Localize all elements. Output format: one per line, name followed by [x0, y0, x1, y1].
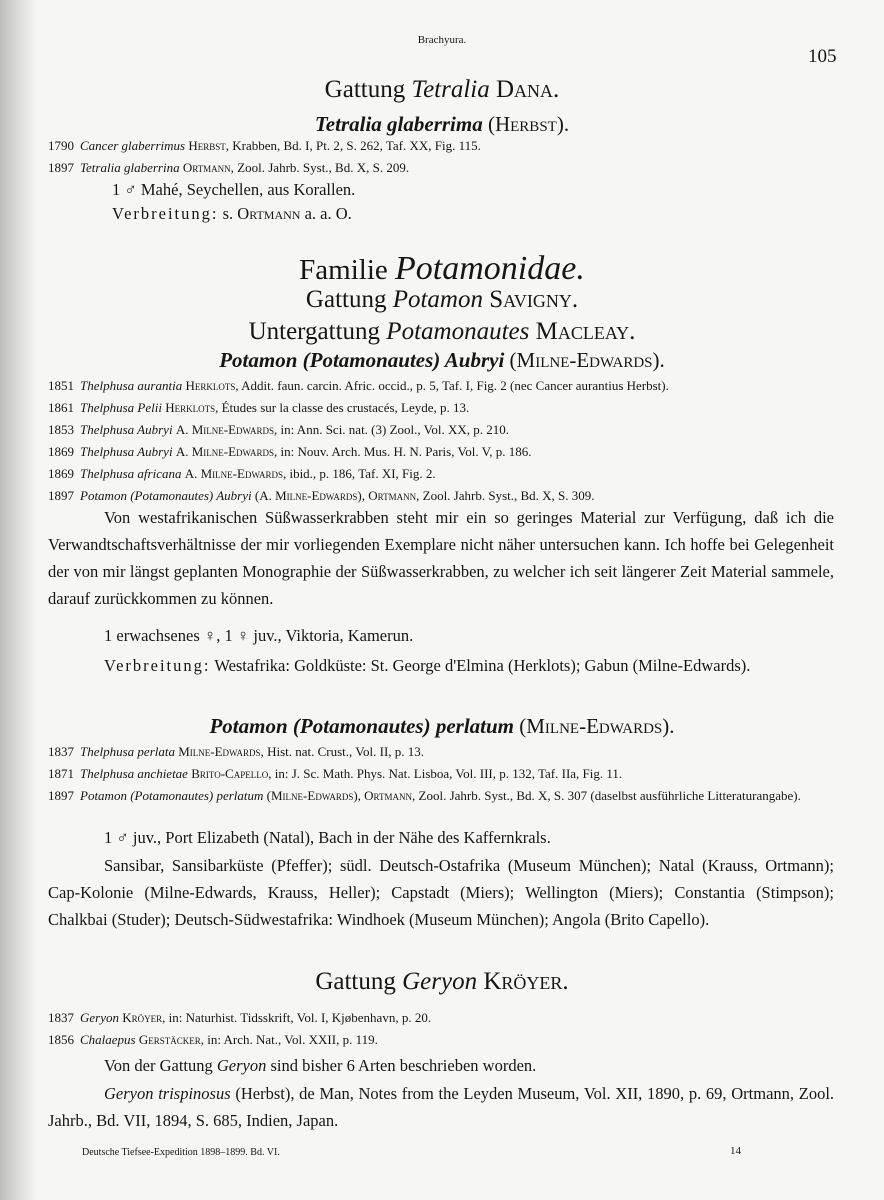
distribution: Verbreitung: Westafrika: Goldküste: St. George d'Elmina (Herklots); Gabun (Milne-Edwards). — [104, 656, 751, 675]
synonym-entry: 1790 Cancer glaberrimus Herbst, Krabben, Bd. I, Pt. 2, S. 262, Taf. XX, Fig. 115. — [48, 138, 481, 153]
distribution: Verbreitung: s. Ortmann a. a. O. — [112, 204, 352, 223]
family-heading: Familie Potamonidae. — [299, 250, 585, 287]
genus-heading-tetralia: Gattung Tetralia Dana. — [324, 76, 560, 103]
running-header: Brachyura. — [417, 34, 467, 46]
subgenus-heading: Untergattung Potamonautes Macleay. — [248, 318, 636, 345]
page-number: 105 — [808, 46, 837, 67]
synonym-entry: 1869 Thelphusa africana A. Milne-Edwards, ibid., p. 186, Taf. XI, Fig. 2. — [48, 466, 436, 481]
synonym-entry: 1869 Thelphusa Aubryi A. Milne-Edwards, in: Nouv. Arch. Mus. H. N. Paris, Vol. V, p. 186. — [48, 444, 532, 459]
material-examined: 1 ♂ Mahé, Seychellen, aus Korallen. — [112, 180, 356, 199]
page-spine-shadow — [0, 0, 38, 1200]
synonym-entry: 1851 Thelphusa aurantia Herklots, Addit. faun. carcin. Afric. occid., p. 5, Taf. I, Fig. 2 (nec Cancer aurantius Herbst). — [48, 378, 669, 393]
species-heading-perlatum: Potamon (Potamonautes) perlatum (Milne-Edwards). — [209, 714, 675, 738]
discussion-paragraph: Von westafrikanischen Süßwasserkrabben steht mir ein so geringes Material zur Verfügung, daß ich die Verwandtschaftsverhältnisse der mir vorliegenden Exemplare nicht näher untersuchen kann. Ich hoffe bei Gelegenheit der von mir längst geplanten Monographie der Süßwasserkrabben, zu welcher ich seit längerer Zeit Material sammele, darauf zurückkommen zu können. — [48, 508, 834, 608]
synonym-entry: 1853 Thelphusa Aubryi A. Milne-Edwards, in: Ann. Sci. nat. (3) Zool., Vol. XX, p. 210. — [48, 422, 510, 437]
synonym-entry: 1856 Chalaepus Gerstäcker, in: Arch. Nat., Vol. XXII, p. 119. — [48, 1032, 378, 1047]
synonym-entry: 1837 Thelphusa perlata Milne-Edwards, Hist. nat. Crust., Vol. II, p. 13. — [48, 744, 425, 759]
genus-note: Von der Gattung Geryon sind bisher 6 Arten beschrieben worden. — [104, 1056, 537, 1075]
synonym-entry: 1871 Thelphusa anchietae Brito-Capello, in: J. Sc. Math. Phys. Nat. Lisboa, Vol. III, p. 132, Taf. IIa, Fig. 11. — [48, 766, 623, 781]
material-examined: 1 ♂ juv., Port Elizabeth (Natal), Bach in der Nähe des Kaffernkrals. — [104, 828, 551, 847]
material-examined: 1 erwachsenes ♀, 1 ♀ juv., Viktoria, Kamerun. — [104, 626, 414, 645]
species-heading-tetralia-glaberrima: Tetralia glaberrima (Herbst). — [314, 112, 570, 136]
genus-heading-geryon: Gattung Geryon Kröyer. — [315, 968, 569, 995]
species-reference: Geryon trispinosus (Herbst), de Man, Notes from the Leyden Museum, Vol. XII, 1890, p. 69, Ortmann, Zool. Jahrb., Bd. VII, 1894, S. 685, Indien, Japan. — [48, 1084, 835, 1130]
synonym-entry: 1897 Potamon (Potamonautes) perlatum (Milne-Edwards), Ortmann, Zool. Jahrb. Syst., Bd. X, S. 307 (daselbst ausführliche Litteraturangabe). — [48, 788, 801, 803]
synonym-entry: 1897 Tetralia glaberrina Ortmann, Zool. Jahrb. Syst., Bd. X, S. 209. — [48, 160, 410, 175]
species-heading-aubryi: Potamon (Potamonautes) Aubryi (Milne-Edwards). — [219, 348, 665, 372]
synonym-entry: 1861 Thelphusa Pelii Herklots, Études sur la classe des crustacés, Leyde, p. 13. — [48, 400, 470, 415]
synonym-entry: 1897 Potamon (Potamonautes) Aubryi (A. Milne-Edwards), Ortmann, Zool. Jahrb. Syst., Bd. X, S. 309. — [48, 488, 595, 503]
footer-publication: Deutsche Tiefsee-Expedition 1898–1899. Bd. VI. — [82, 1147, 280, 1158]
synonym-entry: 1837 Geryon Kröyer, in: Naturhist. Tidsskrift, Vol. I, Kjøbenhavn, p. 20. — [48, 1010, 432, 1025]
distribution: Sansibar, Sansibarküste (Pfeffer); südl. Deutsch-Ostafrika (Museum München); Natal (Krauss, Ortmann); Cap-Kolonie (Milne-Edwards, Krauss, Heller); Capstadt (Miers); Wellington (Miers); Constantia (Stimpson); Chalkbai (Studer); Deutsch-Südwestafrika: Windhoek (Museum München); Angola (Brito Capello). — [48, 856, 834, 929]
genus-heading-potamon: Gattung Potamon Savigny. — [305, 286, 579, 313]
sheet-number: 14 — [730, 1145, 741, 1157]
